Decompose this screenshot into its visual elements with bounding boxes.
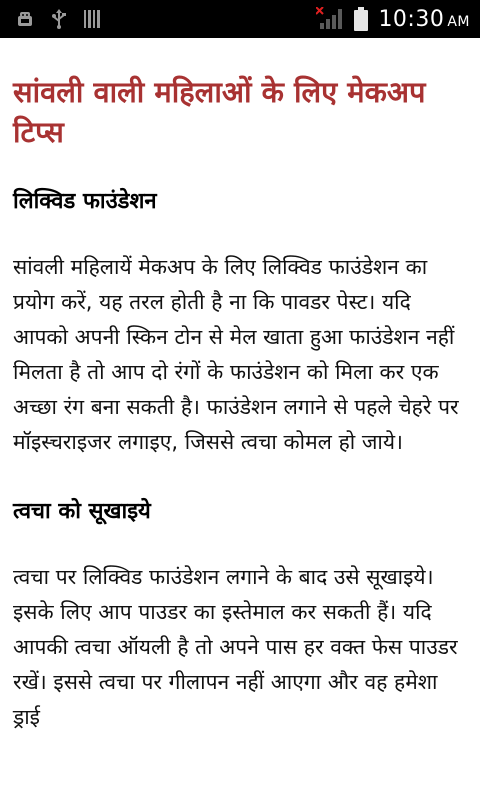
clock: 10:30 AM (378, 6, 470, 32)
status-bar (0, 0, 480, 38)
notification-icons (16, 9, 100, 29)
section-heading: लिक्विड फाउंडेशन (13, 189, 157, 214)
barcode-icon (84, 10, 100, 28)
battery-icon (354, 7, 368, 31)
android-debug-icon (16, 11, 34, 27)
article-title: सांवली वाली महिलाओं के लिए मेकअप टिप्स (13, 75, 426, 149)
section-paragraph: त्वचा पर लिक्विड फाउंडेशन लगाने के बाद उसे सूखाइये। इसके लिए आप पाउडर का इस्तेमाल कर सकती हैं। यदि आपकी त्वचा ऑयली है तो अपने पास हर वक्त फेस पाउडर रखें। इससे त्वचा पर गीलापन नहीं आएगा और वह हमेशा ड्राई (13, 565, 458, 729)
signal-no-service-icon (316, 7, 344, 31)
section-paragraph: सांवली महिलायें मेकअप के लिए लिक्विड फाउंडेशन का प्रयोग करें, यह तरल होती है ना कि पावडर पेस्ट। यदि आपको अपनी स्किन टोन से मेल खाता हुआ फाउंडेशन नहीं मिलता है तो आप दो रंगों के फाउंडेशन को मिला कर एक अच्छा रंग बना सकती है। फाउंडेशन लगाने से पहले चेहरे पर मॉइस्चराइजर लगाइए, जिससे त्वचा कोमल हो जाये। (13, 255, 459, 454)
usb-icon (52, 9, 66, 29)
article-content[interactable] (0, 38, 480, 800)
section-heading: त्वचा को सूखाइये (13, 499, 151, 524)
system-icons (316, 7, 470, 32)
